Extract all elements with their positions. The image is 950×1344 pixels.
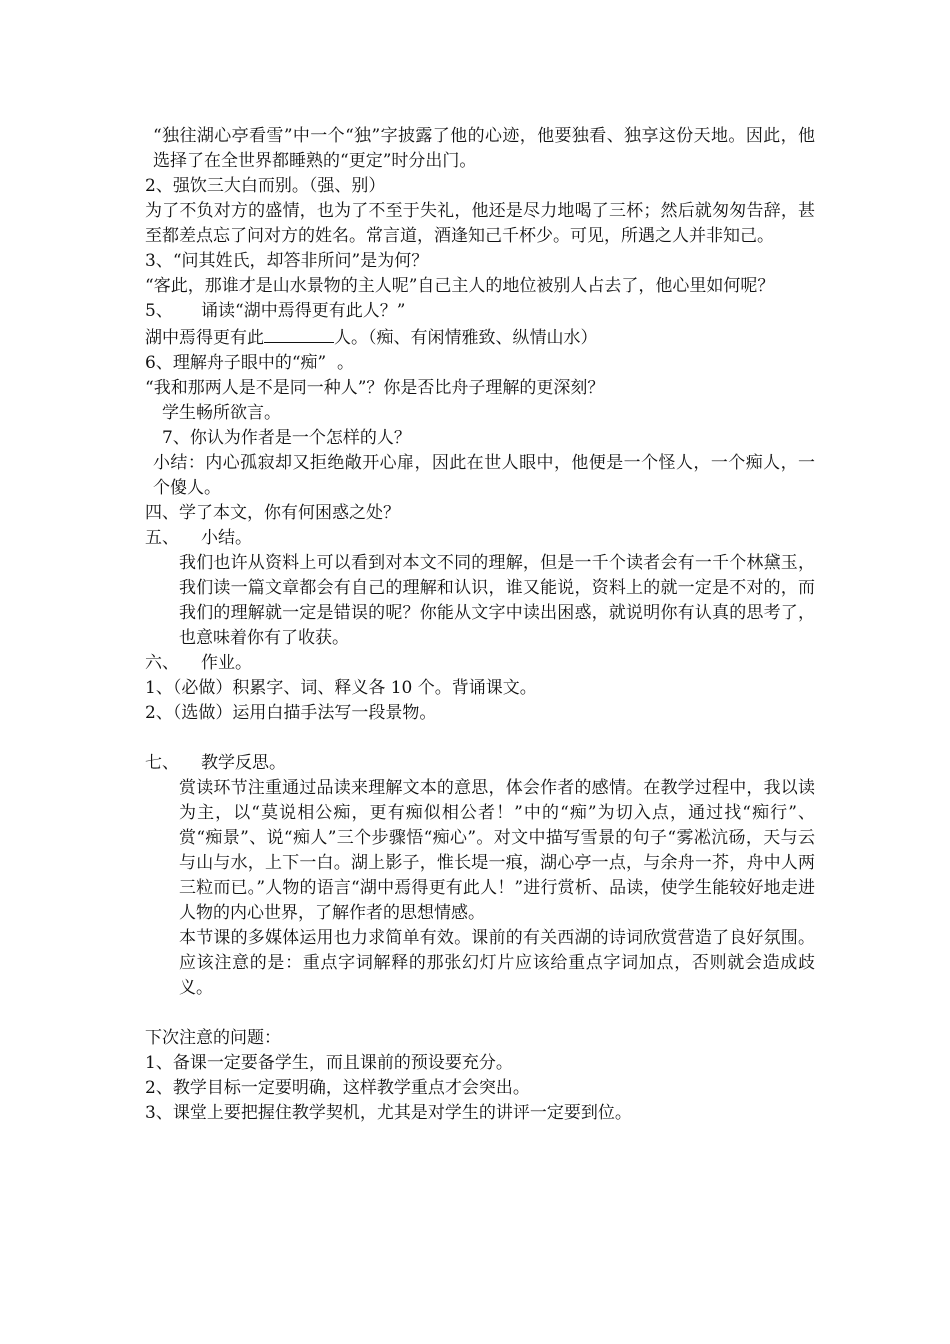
- section-6-text: 作业。: [201, 653, 252, 673]
- fill-blank-underline: [264, 324, 334, 343]
- item-3-heading: 3、“问其姓氏，却答非所问”是为何？: [145, 251, 429, 271]
- spacer: [145, 726, 815, 751]
- fill-blank-prefix: 湖中焉得更有此: [145, 328, 264, 348]
- document-body: [145, 124, 815, 1126]
- section-6-heading: [145, 651, 815, 676]
- fill-blank-line: [145, 324, 815, 351]
- section-5-heading: [145, 526, 815, 551]
- section-5-text: 小结。: [201, 528, 252, 548]
- paragraph-question: “我和那两人是不是同一种人”？你是否比舟子理解的更深刻？: [145, 378, 605, 398]
- paragraph-du-wang: “独往湖心亭看雪”中一个“独”字披露了他的心迹，他要独看、独享这份天地。因此，他选择了在全世界都睡熟的“更定”时分出门。: [153, 126, 815, 171]
- item-5-heading: [145, 299, 815, 324]
- item-5-text: 诵读“湖中焉得更有此人？”: [201, 301, 406, 321]
- section-7-heading: [145, 751, 815, 776]
- paragraph-ke-ci: “客此，那谁才是山水景物的主人呢”自己主人的地位被别人占去了，他心里如何呢？: [145, 276, 775, 296]
- item-5-number: 5、: [145, 301, 173, 321]
- section-6-number: 六、: [145, 653, 179, 673]
- homework-item-1: 1、（必做）积累字、词、释义各 10 个。背诵课文。: [145, 678, 537, 698]
- paragraph-reflection-1: 赏读环节注重通过品读来理解文本的意思，体会作者的感情。在教学过程中，我以读为主，以“莫说相公痴，更有痴似相公者！”中的“痴”为切入点，通过找“痴行”、赏“痴景”、说“痴人”三个步骤悟“痴心”。对文中描写雪景的句子“雾凇沆砀，天与云与山与水，上下一白。湖上影子，惟长堤一痕，湖心亭一点，与余舟一芥，舟中人两三粒而已。”人物的语言“湖中焉得更有此人！”进行赏析、品读，使学生能较好地走进人物的内心世界，了解作者的思想情感。: [179, 778, 815, 923]
- paragraph-students: 学生畅所欲言。: [162, 403, 281, 423]
- next-time-item-1: 1、备课一定要备学生，而且课前的预设要充分。: [145, 1053, 513, 1073]
- paragraph-conclusion: 我们也许从资料上可以看到对本文不同的理解，但是一千个读者会有一千个林黛玉，我们读一篇文章都会有自己的理解和认识，谁又能说，资料上的就一定是不对的，而我们的理解就一定是错误的呢？你能从文字中读出困惑，就说明你有认真的思考了，也意味着你有了收获。: [179, 553, 815, 648]
- paragraph-qiang-yin: 为了不负对方的盛情，也为了不至于失礼，他还是尽力地喝了三杯；然后就匆匆告辞，甚至都差点忘了问对方的姓名。常言道，酒逢知己千杯少。可见，所遇之人并非知己。: [145, 201, 815, 246]
- next-time-heading: 下次注意的问题：: [145, 1028, 281, 1048]
- item-6-heading: 6、理解舟子眼中的“痴” 。: [145, 353, 355, 373]
- section-4-heading: 四、学了本文，你有何困惑之处？: [145, 503, 400, 523]
- next-time-item-2: 2、教学目标一定要明确，这样教学重点才会突出。: [145, 1078, 530, 1098]
- section-7-number: 七、: [145, 753, 179, 773]
- homework-item-2: 2、（选做）运用白描手法写一段景物。: [145, 703, 437, 723]
- paragraph-summary: 小结：内心孤寂却又拒绝敞开心扉，因此在世人眼中，他便是一个怪人，一个痴人，一个傻人。: [153, 453, 815, 498]
- spacer: [145, 1001, 815, 1026]
- paragraph-reflection-2: 本节课的多媒体运用也力求简单有效。课前的有关西湖的诗词欣赏营造了良好氛围。应该注意的是：重点字词解释的那张幻灯片应该给重点字词加点，否则就会造成歧义。: [179, 928, 815, 998]
- next-time-item-3: 3、课堂上要把握住教学契机，尤其是对学生的讲评一定要到位。: [145, 1103, 632, 1123]
- fill-blank-suffix: 人。（痴、有闲情雅致、纵情山水）: [334, 328, 598, 348]
- item-7-heading: 7、你认为作者是一个怎样的人？: [162, 428, 411, 448]
- section-5-number: 五、: [145, 528, 179, 548]
- item-2-heading: 2、强饮三大白而别。（强、别）: [145, 176, 386, 196]
- section-7-text: 教学反思。: [201, 753, 286, 773]
